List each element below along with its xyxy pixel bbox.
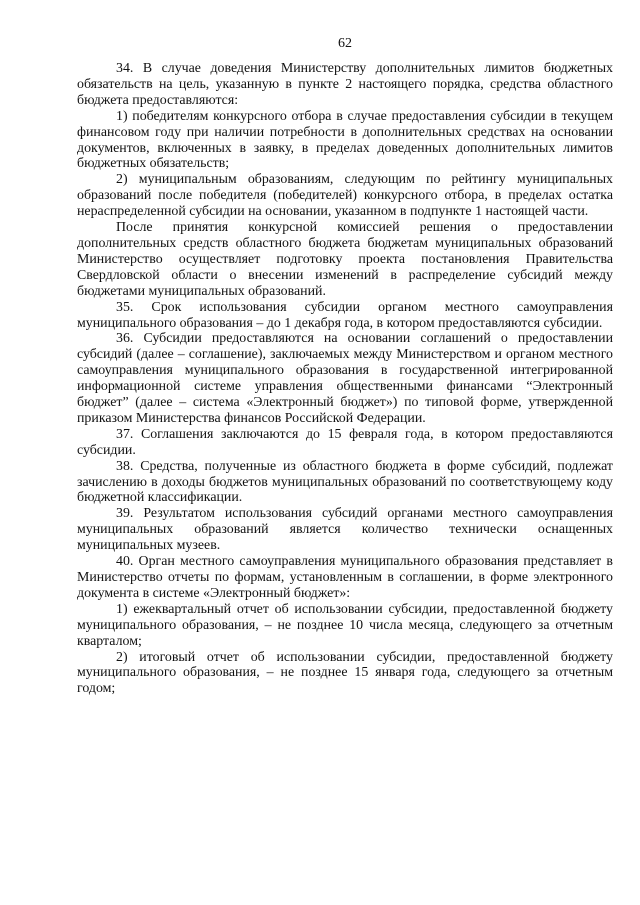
paragraph-36: 36. Субсидии предоставляются на основании соглашений о предоставлении субсидий (далее – соглашение), заключаемых между Министерством и органом местного самоуправления муниципального образования в государственной интегрированной информационной системе управления общественными финансами “Электронный бюджет” (далее – система «Электронный бюджет») по типовой форме, утвержденной приказом Министерства финансов Российской Федерации.: [77, 331, 613, 426]
paragraph-34: 34. В случае доведения Министерству дополнительных лимитов бюджетных обязательств на цель, указанную в пункте 2 настоящего порядка, средства областного бюджета предоставляются:: [77, 61, 613, 108]
paragraph-35: 35. Срок использования субсидии органом местного самоуправления муниципального образования – до 1 декабря года, в котором предоставляются субсидии.: [77, 299, 613, 331]
paragraph-38: 38. Средства, полученные из областного бюджета в форме субсидий, подлежат зачислению в доходы бюджетов муниципальных образований по соответствующему коду бюджетной классификации.: [77, 458, 613, 506]
paragraph-37: 37. Соглашения заключаются до 15 февраля года, в котором предоставляются субсидии.: [77, 426, 613, 458]
paragraph-40-item-1: 1) ежеквартальный отчет об использовании субсидии, предоставленной бюджету муниципального образования, – не позднее 10 числа месяца, следующего за отчетным кварталом;: [77, 601, 613, 649]
paragraph-40: 40. Орган местного самоуправления муниципального образования представляет в Министерство отчеты по формам, установленным в соглашении, в форме электронного документа в системе «Электронный бюджет»:: [77, 554, 613, 601]
paragraph-34-item-2: 2) муниципальным образованиям, следующим по рейтингу муниципальных образований после победителя (победителей) конкурсного отбора, в пределах остатка нераспределенной субсидии на основании, указанном в подпункте 1 настоящей части.: [77, 172, 613, 220]
paragraph-34-continuation: После принятия конкурсной комиссией решения о предоставлении дополнительных средств областного бюджета бюджетам муниципальных образований Министерство осуществляет подготовку проекта постановления Правительства Свердловской области о внесении изменений в распределение субсидий между бюджетами муниципальных образований.: [77, 220, 613, 299]
paragraph-39: 39. Результатом использования субсидий органами местного самоуправления муниципальных образований является количество технически оснащенных муниципальных музеев.: [77, 506, 613, 554]
page-number: 62: [338, 36, 352, 51]
document-page: [77, 36, 613, 697]
paragraph-40-item-2: 2) итоговый отчет об использовании субсидии, предоставленной бюджету муниципального образования, – не позднее 15 января года, следующего за отчетным годом;: [77, 649, 613, 697]
paragraph-34-item-1: 1) победителям конкурсного отбора в случае предоставления субсидии в текущем финансовом году при наличии потребности в дополнительных средствах на основании документов, включенных в заявку, в пределах доведенных дополнительных лимитов бюджетных обязательств;: [77, 108, 613, 172]
